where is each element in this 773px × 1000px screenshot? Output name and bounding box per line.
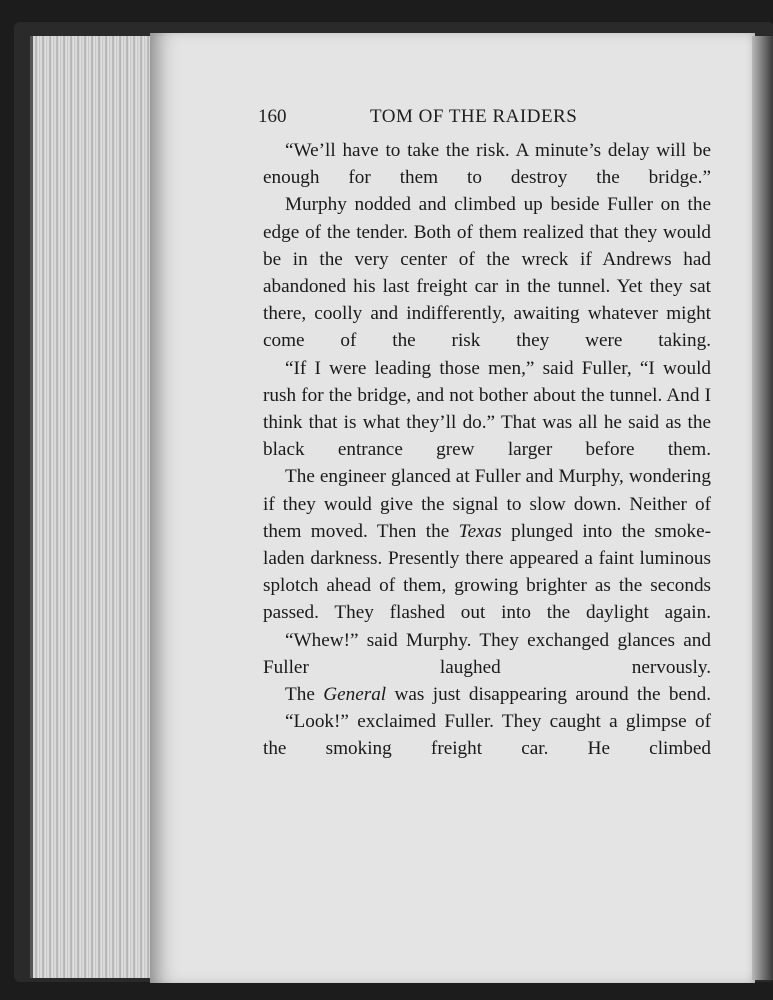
italic-name: General bbox=[323, 684, 387, 706]
paragraph-text: The engineer glanced at Fuller and Murphy, wondering if they would give the signal to slow down. Neither of them moved. Then the bbox=[263, 466, 711, 542]
paragraph bbox=[263, 681, 711, 708]
paragraph: “Whew!” said Murphy. They exchanged glances and Fuller laughed nervously. bbox=[263, 629, 711, 678]
paragraph: “We’ll have to take the risk. A minute’s delay will be enough for them to destroy the bridge.” bbox=[263, 140, 711, 189]
page-right-edge bbox=[752, 36, 773, 980]
paragraph bbox=[263, 463, 711, 626]
page-header bbox=[258, 106, 713, 134]
paragraph: Murphy nodded and climbed up beside Fuller on the edge of the tender. Both of them realized that they would be in the very center of the wreck if Andrews had abandoned his last freight car in the tunnel. Yet they sat there, coolly and indifferently, awaiting whatever might come of the risk they were taking. bbox=[263, 194, 711, 352]
paragraph-text: was just disappearing around the bend. bbox=[386, 684, 711, 706]
paragraph-text: plunged into the smoke-laden darkness. Presently there appeared a faint luminous splotch ahead of them, growing brighter as the seconds passed. They flashed out into the daylight again. bbox=[263, 520, 712, 624]
body-text bbox=[263, 137, 711, 763]
italic-name: Texas bbox=[458, 520, 502, 542]
page-number: 160 bbox=[258, 106, 287, 127]
page-edges bbox=[30, 36, 155, 978]
paragraph-text: The bbox=[285, 684, 324, 706]
paragraph: “If I were leading those men,” said Fuller, “I would rush for the bridge, and not bother about the tunnel. And I think that is what they’ll do.” That was all he said as the black entrance grew larger before them. bbox=[263, 357, 711, 461]
running-title: TOM OF THE RAIDERS bbox=[370, 106, 578, 127]
paragraph: “Look!” exclaimed Fuller. They caught a glimpse of the smoking freight car. He climbed bbox=[263, 711, 711, 760]
